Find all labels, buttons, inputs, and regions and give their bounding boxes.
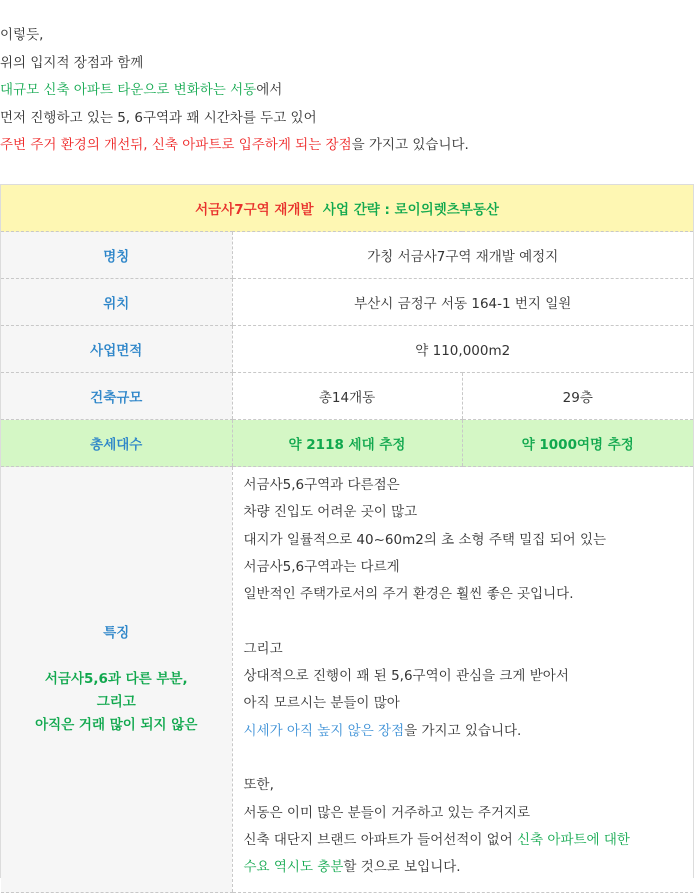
- intro-text-span: 을 가지고 있습니다.: [351, 137, 469, 153]
- intro-line: 이렇듯,: [0, 27, 44, 43]
- feature-line: 그리고: [243, 640, 283, 657]
- table-title: 서금사7구역 재개발: [195, 202, 314, 218]
- row-value: 약 2118 세대 추정: [232, 420, 462, 467]
- row-label: 사업면적: [1, 326, 232, 373]
- table-row: [1, 279, 693, 326]
- intro-line: [0, 132, 690, 160]
- feature-highlight: 수요 역시도 충분: [243, 859, 344, 876]
- feature-label: 특징: [103, 625, 130, 641]
- table-header-row: [1, 185, 693, 232]
- project-summary-table: [1, 184, 693, 893]
- feature-line: 서금사5,6구역과 다른점은: [243, 477, 400, 493]
- intro-line: 먼저 진행하고 있는 5, 6구역과 꽤 시간차를 두고 있어: [0, 109, 317, 126]
- intro-line: [0, 77, 690, 105]
- feature-sublabel: 아직은 거래 많이 되지 않은: [35, 717, 198, 733]
- table-row-highlight: [1, 420, 693, 467]
- table-row: [1, 326, 693, 373]
- intro-text-span: 에서: [256, 82, 283, 98]
- row-value: 부산시 금정구 서동 164-1 번지 일원: [232, 279, 693, 326]
- row-value: 29층: [462, 373, 693, 420]
- feature-label-cell: [1, 467, 232, 893]
- feature-sublabel: 서금사5,6과 다른 부분,: [44, 671, 188, 687]
- feature-line: 일반적인 주택가로서의 주거 환경은 훨씬 좋은 곳입니다.: [243, 586, 574, 603]
- row-label: 건축규모: [1, 373, 232, 420]
- feature-text-span: 신축 대단지 브랜드 아파트가 들어선적이 없어: [243, 831, 518, 848]
- feature-highlight: 신축 아파트에 대한: [517, 831, 630, 848]
- feature-description: [232, 467, 693, 893]
- feature-text-span: 을 가지고 있습니다.: [404, 722, 522, 739]
- feature-line: 대지가 일률적으로 40~60m2의 초 소형 주택 밀집 되어 있는: [243, 531, 607, 548]
- row-label: 명칭: [1, 232, 232, 279]
- feature-line: [244, 718, 693, 745]
- row-value: 총14개동: [232, 373, 462, 420]
- intro-highlight: 주변 주거 환경의 개선뒤, 신축 아파트로 입주하게 되는 장점: [0, 137, 352, 153]
- row-value: 약 1000여명 추정: [462, 420, 693, 467]
- intro-highlight: 대규모 신축 아파트 타운으로 변화하는 서동: [0, 82, 257, 98]
- table-row-feature: [1, 467, 693, 893]
- feature-line: [244, 854, 693, 881]
- feature-line: 서금사5,6구역과는 다르게: [243, 558, 400, 575]
- feature-line: 또한,: [243, 777, 274, 794]
- row-value: 가칭 서금사7구역 재개발 예정지: [232, 232, 693, 279]
- table-row: [1, 373, 693, 420]
- feature-line: 아직 모르시는 분들이 많아: [243, 695, 400, 712]
- feature-line: 상대적으로 진행이 꽤 된 5,6구역이 관심을 크게 받아서: [243, 668, 569, 685]
- intro-line: 위의 입지적 장점과 함께: [0, 54, 144, 71]
- row-value: 약 110,000m2: [232, 326, 693, 373]
- feature-highlight: 시세가 아직 높지 않은 장점: [243, 722, 405, 739]
- feature-line: 서동은 이미 많은 분들이 거주하고 있는 주거지로: [243, 804, 531, 821]
- intro-text: [0, 22, 690, 160]
- feature-text-span: 할 것으로 보입니다.: [343, 859, 461, 876]
- row-label: 총세대수: [1, 420, 232, 467]
- blank-line: [244, 608, 693, 635]
- table-row: [1, 232, 693, 279]
- feature-line: 차량 진입도 어려운 곳이 많고: [243, 504, 418, 521]
- feature-line: [244, 827, 693, 854]
- feature-sublabel: 그리고: [96, 694, 136, 710]
- table-subtitle: 사업 간략 : 로이의렛츠부동산: [322, 202, 499, 218]
- row-label: 위치: [1, 279, 232, 326]
- table-header: [1, 185, 693, 232]
- blank-line: [244, 745, 693, 772]
